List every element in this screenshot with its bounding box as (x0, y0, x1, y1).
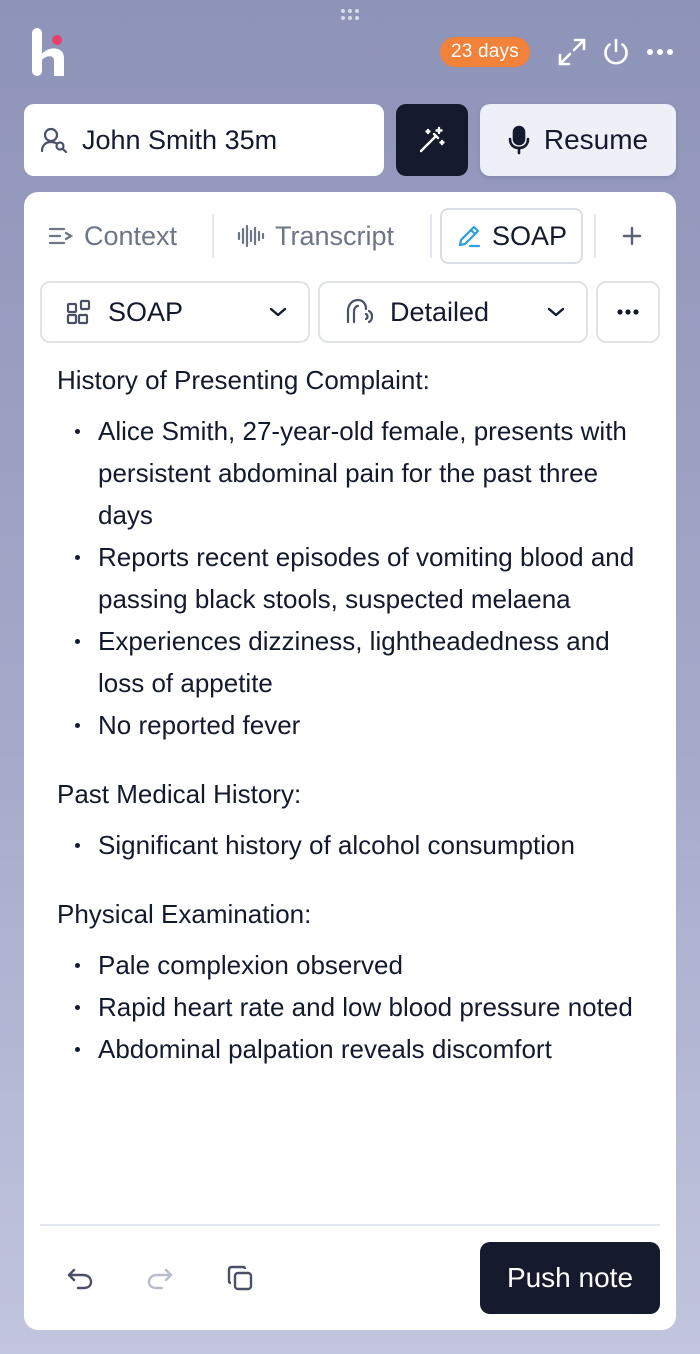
template-select[interactable] (40, 281, 310, 343)
ellipsis-icon (617, 309, 639, 315)
bullet-list (57, 824, 647, 866)
chevron-down-icon (546, 306, 566, 318)
resume-label: Resume (543, 124, 649, 155)
tab-context-label: Context (84, 220, 178, 251)
resume-button[interactable] (480, 104, 676, 176)
context-icon (48, 225, 74, 247)
voice-icon (344, 298, 374, 326)
patient-name-input[interactable] (82, 125, 362, 156)
plus-icon (622, 226, 642, 246)
tab-divider (594, 214, 596, 258)
tab-divider (430, 214, 432, 258)
note-more-button[interactable] (596, 281, 660, 343)
bullet-list (57, 944, 647, 1070)
trial-days-badge: 23 days (440, 37, 530, 67)
power-icon[interactable] (600, 36, 632, 68)
note-section (57, 776, 647, 866)
patient-field[interactable] (24, 104, 384, 176)
tab-transcript[interactable] (237, 208, 394, 264)
list-item: Abdominal palpation reveals discomfort (57, 1028, 647, 1070)
list-item: Pale complexion observed (57, 944, 647, 986)
bullet-list (57, 410, 647, 746)
tab-soap[interactable] (440, 208, 583, 264)
tab-divider (212, 214, 214, 258)
pencil-icon (456, 223, 482, 249)
app-logo (30, 28, 68, 76)
section-title: History of Presenting Complaint: (57, 365, 430, 395)
more-options-icon[interactable] (644, 36, 676, 68)
copy-icon (226, 1264, 254, 1292)
tab-context[interactable] (48, 208, 177, 264)
list-item: Experiences dizziness, lightheadedness and loss of appetite (57, 620, 647, 704)
note-section (57, 362, 647, 746)
undo-button[interactable] (64, 1262, 96, 1294)
expand-icon[interactable] (556, 36, 588, 68)
patient-search-icon (40, 126, 68, 154)
magic-wand-icon (417, 125, 447, 155)
waveform-icon (237, 224, 265, 248)
detail-level-value: Detailed (390, 296, 490, 327)
list-item: No reported fever (57, 704, 647, 746)
tab-soap-label: SOAP (492, 220, 568, 251)
magic-wand-button[interactable] (396, 104, 468, 176)
list-item: Alice Smith, 27-year-old female, presents with persistent abdominal pain for the past three days (57, 410, 647, 536)
detail-level-select[interactable] (318, 281, 588, 343)
tab-transcript-label: Transcript (275, 220, 395, 251)
redo-button[interactable] (144, 1262, 176, 1294)
template-select-value: SOAP (108, 296, 184, 327)
microphone-icon (508, 125, 530, 155)
section-title: Past Medical History: (57, 779, 302, 809)
section-title: Physical Examination: (57, 899, 312, 929)
drag-handle[interactable] (341, 9, 359, 23)
note-section (57, 896, 647, 1070)
chevron-down-icon (268, 306, 288, 318)
list-item: Rapid heart rate and low blood pressure noted (57, 986, 647, 1028)
list-item: Significant history of alcohol consumption (57, 824, 647, 866)
template-icon (66, 299, 92, 325)
note-card (24, 192, 676, 1330)
footer-divider (40, 1224, 660, 1226)
note-content[interactable] (57, 362, 647, 1100)
add-tab-button[interactable] (616, 220, 648, 252)
list-item: Reports recent episodes of vomiting blood and passing black stools, suspected melaena (57, 536, 647, 620)
redo-icon (146, 1266, 174, 1290)
push-note-button[interactable]: Push note (480, 1242, 660, 1314)
copy-button[interactable] (224, 1262, 256, 1294)
undo-icon (66, 1266, 94, 1290)
